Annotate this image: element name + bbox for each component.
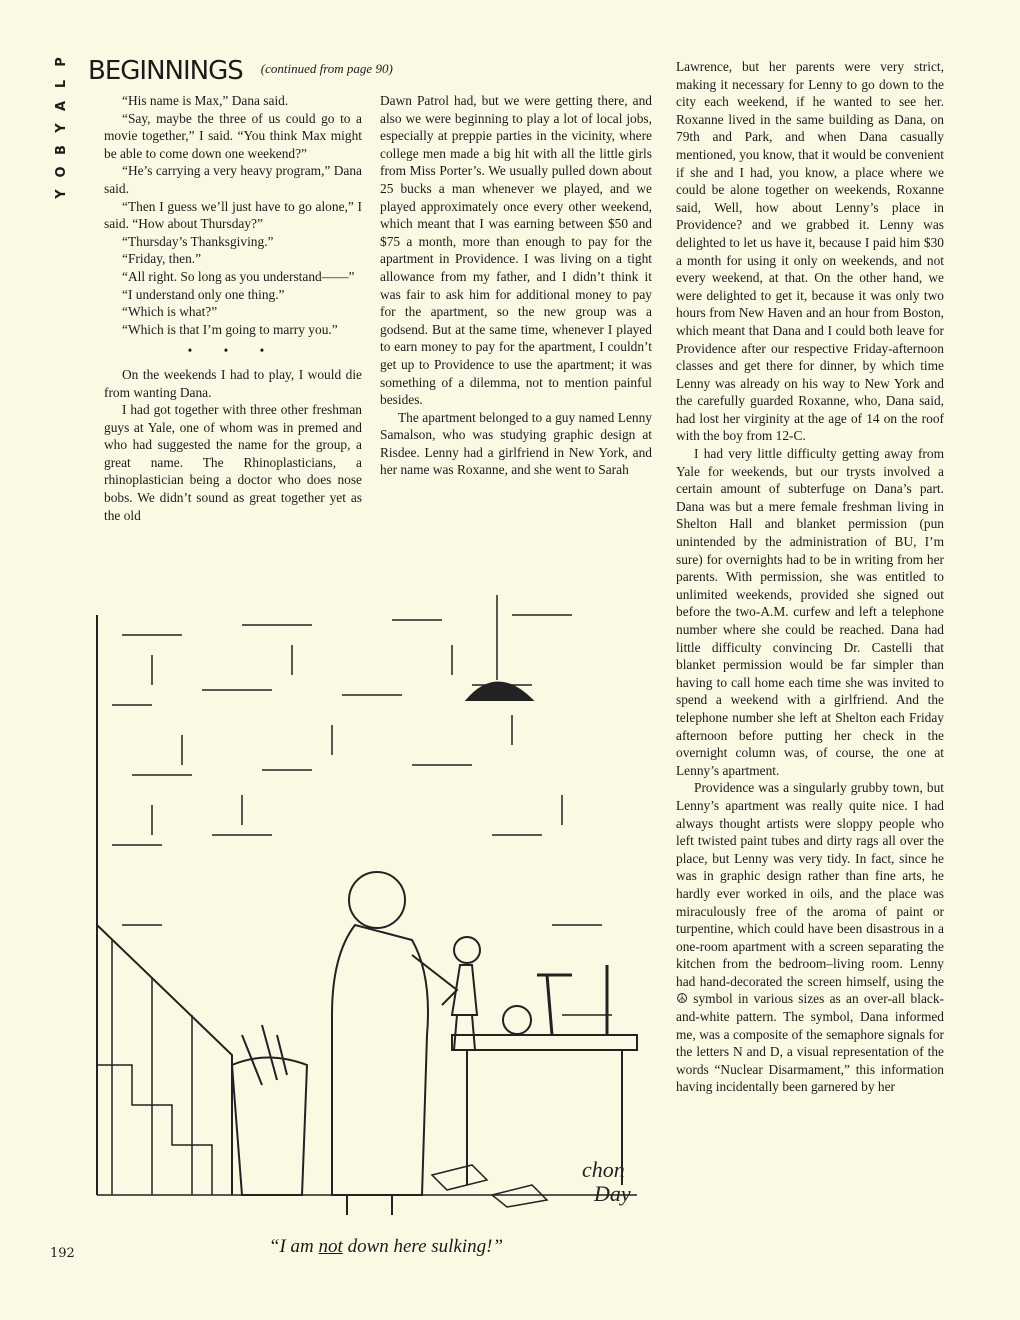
signature-line-1: chon [582, 1157, 625, 1182]
sidebar-letter: A [54, 100, 69, 112]
paragraph: “Say, maybe the three of us could go to a movie together,” I said. “You think Max might be able to come down one weekend?” [104, 110, 362, 161]
sidebar-letter: B [54, 145, 69, 155]
page-number: 192 [50, 1246, 75, 1261]
text-column-3 [676, 58, 944, 1096]
paragraph: “Which is that I’m going to marry you.” [122, 321, 338, 337]
paragraph: “Friday, then.” [122, 251, 202, 267]
paragraph: “I understand only one thing.” [122, 286, 285, 302]
paragraph: The apartment belonged to a guy named Lenny Samalson, who was studying graphic design at Risdee. Lenny had a girlfriend in New York, and her name was Roxanne, and she went to Sarah [380, 409, 652, 478]
sidebar-letter: Y [54, 123, 69, 133]
sidebar-letter: L [54, 79, 69, 89]
paragraph: Lawrence, but her parents were very strict, making it necessary for Lenny to go down to the city each weekend, if he wanted to see her. Roxanne lived in the same building as Dana, on 79th and Park, and when Dana casually mentioned, you know, that it would be convenient if she and I had, you know, a place where we could be alone together on weekends, Roxanne said, Well, how about Lenny’s place in Providence? and we grabbed it. Lenny was delighted to let us have it, because I paid him $30 a month for using it only on weekends, and not every weekend, at that. On the other hand, we were delighted to get it, because it was only two hours from New Haven and an hour from Boston, which meant that Dana and I could both leave for Providence after our respective Friday-afternoon classes and get there for dinner, by which time Lenny was already on his way to New York and the carefully guarded Roxanne, who, Dana said, had lost her virginity at the age of 14 on the roof with the boy from 12-C. [676, 59, 945, 444]
paragraph: “His name is Max,” Dana said. [122, 93, 289, 108]
magazine-name-vertical [52, 54, 72, 202]
paragraph: On the weekends I had to play, I would die from wanting Dana. [104, 366, 362, 400]
sidebar-letter: Y [54, 189, 69, 199]
signature-line-2: Day [594, 1181, 631, 1206]
paragraph: Providence was a singularly grubby town, but Lenny’s apartment was really quite nice. I had always thought artists were sloppy people who left twisted paint tubes and dirty rags all over the place, but Lenny was very tidy. In fact, since he was in graphic design rather than fine arts, he hardly ever worked in oils, and the place was miraculously free of the aroma of paint or turpentine, which could have been disastrous in a one-room apartment with a screen separating the kitchen from the bedroom–living room. Lenny had hand-decorated the screen himself, using the ☮ symbol in various sizes as an over-all black-and-white pattern. The symbol, Dana informed me, was a composite of the semaphore signals for the letters N and D, a visual representation of the words “Nuclear Disarmament,” this information having incidentally been garnered by her [676, 780, 944, 1095]
section-separator: • • • [187, 343, 279, 359]
paragraph: “Then I guess we’ll just have to go alone,” I said. “How about Thursday?” [104, 198, 362, 232]
caption-text-end: down here sulking!” [342, 1236, 504, 1257]
paragraph: “He’s carrying a very heavy program,” Dana said. [104, 163, 362, 196]
paragraph: Dawn Patrol had, but we were getting there, and also we were beginning to play a lot of local jobs, especially at preppie parties in the vicinity, where college men made a big hit with all the little girls from Miss Porter’s. We usually pulled down about 25 bucks a man whenever we played, and we played approximately once every other weekend, which meant that I was earning between $50 and $75 a month, more than enough to pay for the apartment in Providence. I was living on a tight allowance from my father, and I didn’t think it was fair to ask him for additional money to pay for the apartment, so the new group was a godsend. But at the same time, whenever I played to earn money to pay for the apartment, I couldn’t get up to Providence to use the apartment; it was something of a dilemma, not to mention painful besides. [380, 93, 652, 408]
caption-text-start: “I am [268, 1236, 319, 1257]
text-column-1 [104, 92, 362, 524]
paragraph: I had very little difficulty getting away from Yale for weekends, but our trysts involved a certain amount of subterfuge on Dana’s part. Dana was but a mere female freshman living in Shelton Hall and blanket permission (pun unintended by the administration of BU, I’m sure) for overnights had to be in writing from her parents. With permission, she was entitled to unlimited weekends, provided she signed out before the two-A.M. curfew and left a telephone number where she could be reached. Dana had little difficulty convincing Dr. Castelli that blanket permission would be far simpler than having to call home each time she was invited to spend a weekend with a girlfriend. And the telephone number she left at Shelton each Friday afternoon before putting her check in the overnight column was, of course, the one at Lenny’s apartment. [676, 446, 944, 778]
cartoon-illustration [92, 595, 652, 1225]
article-header [88, 56, 393, 88]
caption-emphasis: not [318, 1236, 343, 1257]
paragraph: “Thursday’s Thanksgiving.” [122, 233, 274, 249]
paragraph: “All right. So long as you understand——” [122, 268, 355, 284]
paragraph: I had got together with three other freshman guys at Yale, one of whom was in premed and who had suggested the name for the group, a great name. The Rhinoplasticians, a rhinoplastician being a doctor who does nose bobs. We didn’t sound as great together yet as the old [104, 402, 362, 523]
text-column-2 [380, 92, 652, 479]
sidebar-letter: P [54, 57, 69, 67]
paragraph: “Which is what?” [122, 304, 218, 320]
sidebar-letter: O [54, 166, 69, 178]
cartoon-caption [236, 1236, 536, 1258]
continued-note: (continued from page 90) [260, 61, 393, 76]
article-title: BEGINNINGS [88, 56, 243, 86]
